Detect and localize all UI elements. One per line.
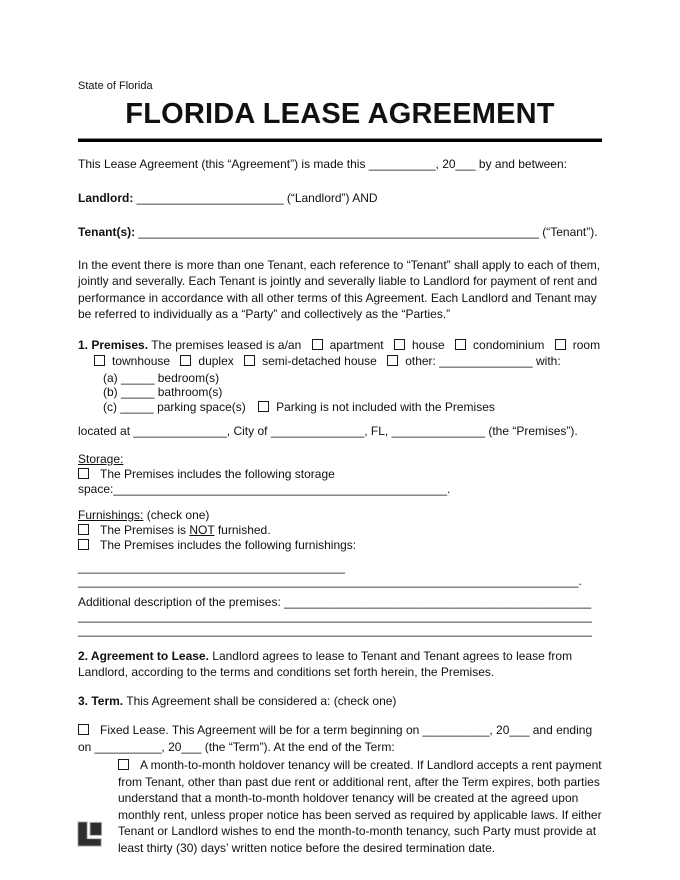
holdover-line	[118, 757, 602, 856]
furnishings-option-not	[78, 523, 602, 538]
fixed-lease-paragraph	[78, 722, 602, 755]
item-b-prefix: (b)	[103, 385, 118, 400]
checkbox-condominium[interactable]	[455, 339, 466, 350]
storage-option-line	[78, 467, 602, 497]
term-body: This Agreement shall be considered a: (check one)	[126, 693, 397, 708]
page-title: FLORIDA LEASE AGREEMENT	[125, 98, 555, 130]
not-furnished-post: furnished.	[217, 522, 271, 537]
option-other-label: other:	[405, 354, 436, 368]
additional-blank-2[interactable]: _____________________________________________________________________________	[78, 622, 592, 637]
item-a-prefix: (a)	[103, 370, 118, 385]
checkbox-fixed-lease[interactable]	[78, 724, 89, 735]
additional-description-block	[78, 596, 602, 637]
section-term	[78, 693, 602, 710]
agreement-heading: 2. Agreement to Lease.	[78, 648, 209, 663]
landlord-label: Landlord:	[78, 190, 134, 205]
furnishings-includes-text: The Premises includes the following furnishings:	[100, 537, 357, 552]
furnishings-heading: Furnishings:	[78, 507, 144, 522]
additional-blank-line-1	[78, 610, 602, 624]
located-line: located at ______________, City of ______________, FL, ______________ (the “Premises”).	[78, 424, 578, 439]
item-bedrooms	[103, 371, 602, 386]
furnishings-heading-line	[78, 508, 602, 523]
no-parking-label: Parking is not included with the Premises	[276, 399, 495, 414]
checkbox-house[interactable]	[394, 339, 405, 350]
option-condominium: condominium	[473, 337, 545, 352]
checkbox-semi-detached[interactable]	[244, 355, 255, 366]
furnishings-block	[78, 508, 602, 589]
checkbox-other[interactable]	[387, 355, 398, 366]
premises-intro: The premises leased is a/an	[151, 337, 302, 352]
with-label: with:	[536, 354, 561, 368]
tenant-label: Tenant(s):	[78, 225, 136, 239]
tenant-name-blank[interactable]: ____________________________________________________________	[138, 225, 539, 239]
checkbox-apartment[interactable]	[312, 339, 323, 350]
not-furnished-emph: NOT	[189, 522, 215, 537]
option-duplex: duplex	[198, 354, 234, 368]
checkbox-duplex[interactable]	[180, 355, 191, 366]
agreement-body: Landlord agrees to lease to Tenant and Tenant agrees to lease from Landlord, according to the terms and conditions set forth herein, the Premises.	[78, 648, 573, 680]
premises-items	[78, 371, 602, 415]
section-premises	[78, 337, 602, 440]
furnishings-option-includes	[78, 538, 602, 553]
storage-block	[78, 452, 602, 497]
intro-made-line: This Lease Agreement (this “Agreement”) is made this __________, 20___ by and between:	[78, 157, 567, 171]
tenant-suffix: (“Tenant”).	[542, 225, 598, 239]
not-furnished-pre: The Premises is	[100, 522, 187, 537]
premises-heading: 1. Premises.	[78, 337, 149, 352]
storage-heading-line	[78, 452, 602, 467]
option-room: room	[572, 337, 601, 352]
item-c-label: parking space(s)	[157, 399, 246, 414]
option-apartment: apartment	[329, 337, 384, 352]
storage-heading: Storage:	[78, 451, 124, 466]
checkbox-not-furnished[interactable]	[78, 524, 89, 535]
section-agreement-to-lease	[78, 648, 602, 681]
option-townhouse: townhouse	[112, 354, 171, 368]
furnishings-blank-full	[78, 575, 602, 589]
holdover-paragraph	[118, 757, 602, 856]
landlord-line	[78, 190, 602, 207]
item-a-label: bedroom(s)	[157, 370, 220, 385]
furnishings-blank-2[interactable]: ___________________________________________________________________________.	[78, 573, 582, 588]
landlord-name-blank[interactable]: ______________________	[136, 190, 284, 205]
item-b-label: bathroom(s)	[157, 385, 223, 400]
option-semi-detached: semi-detached house	[262, 354, 377, 368]
furnishings-note: (check one)	[146, 507, 210, 522]
parking-blank[interactable]: _____	[120, 399, 154, 414]
fixed-lease-text: Fixed Lease. This Agreement will be for a term beginning on __________, 20___ and ending on __________, 20___ (the “Term”). At the end of the Term:	[78, 723, 593, 754]
checkbox-holdover[interactable]	[118, 759, 129, 770]
furnishings-blank-1[interactable]: ________________________________________	[78, 559, 345, 574]
bathrooms-blank[interactable]: _____	[121, 385, 155, 400]
item-bathrooms	[103, 385, 602, 400]
state-label: State of Florida	[78, 80, 153, 92]
holdover-text: A month-to-month holdover tenancy will be created. If Landlord accepts a rent payment from Tenant, other than past due rent or additional rent, after the Term expires, both parties understand that a month-to-month holdover tenancy will be created at the agreed upon monthly rent, unless proper notice has been served as required by applicable laws. If either Tenant or Landlord wishes to end the month-to-month tenancy, such Party must provide at least thirty (30) days’ written notice before the desired termination date.	[118, 758, 602, 855]
legal-templates-logo	[76, 820, 104, 848]
additional-blank-inline[interactable]: ______________________________________________	[284, 595, 592, 610]
option-house: house	[411, 337, 445, 352]
premises-row2	[78, 353, 602, 370]
storage-option-text: The Premises includes the following storage space:	[78, 466, 335, 496]
checkbox-townhouse[interactable]	[94, 355, 105, 366]
bedrooms-blank[interactable]: _____	[121, 370, 155, 385]
premises-row1	[78, 337, 602, 354]
checkbox-furnished[interactable]	[78, 539, 89, 550]
joint-clause-paragraph: In the event there is more than one Tenant, each reference to “Tenant” shall apply to each of them, jointly and severally. Each Tenant is jointly and severally liable to Landlord for payment of rent and performance in accordance with all other terms of this Agreement. Each Landlord and Tenant may be referred to individually as a “Party” and collectively as the “Parties.”	[78, 257, 601, 321]
tenant-line	[78, 224, 602, 241]
checkbox-room[interactable]	[555, 339, 566, 350]
additional-blank-1[interactable]: _____________________________________________________________________________	[78, 609, 592, 624]
landlord-suffix: (“Landlord”) AND	[286, 190, 378, 205]
furnishings-blank-short	[78, 561, 602, 575]
checkbox-no-parking[interactable]	[258, 401, 269, 412]
additional-label-line	[78, 596, 602, 610]
title-divider	[78, 138, 602, 142]
item-parking	[103, 400, 602, 415]
term-heading: 3. Term.	[78, 693, 124, 708]
other-blank[interactable]: ______________	[439, 354, 533, 368]
item-c-prefix: (c)	[103, 399, 117, 414]
additional-label: Additional description of the premises:	[78, 595, 281, 610]
checkbox-storage[interactable]	[78, 468, 89, 479]
storage-blank[interactable]: __________________________________________________.	[113, 481, 451, 496]
additional-blank-line-2	[78, 624, 602, 638]
